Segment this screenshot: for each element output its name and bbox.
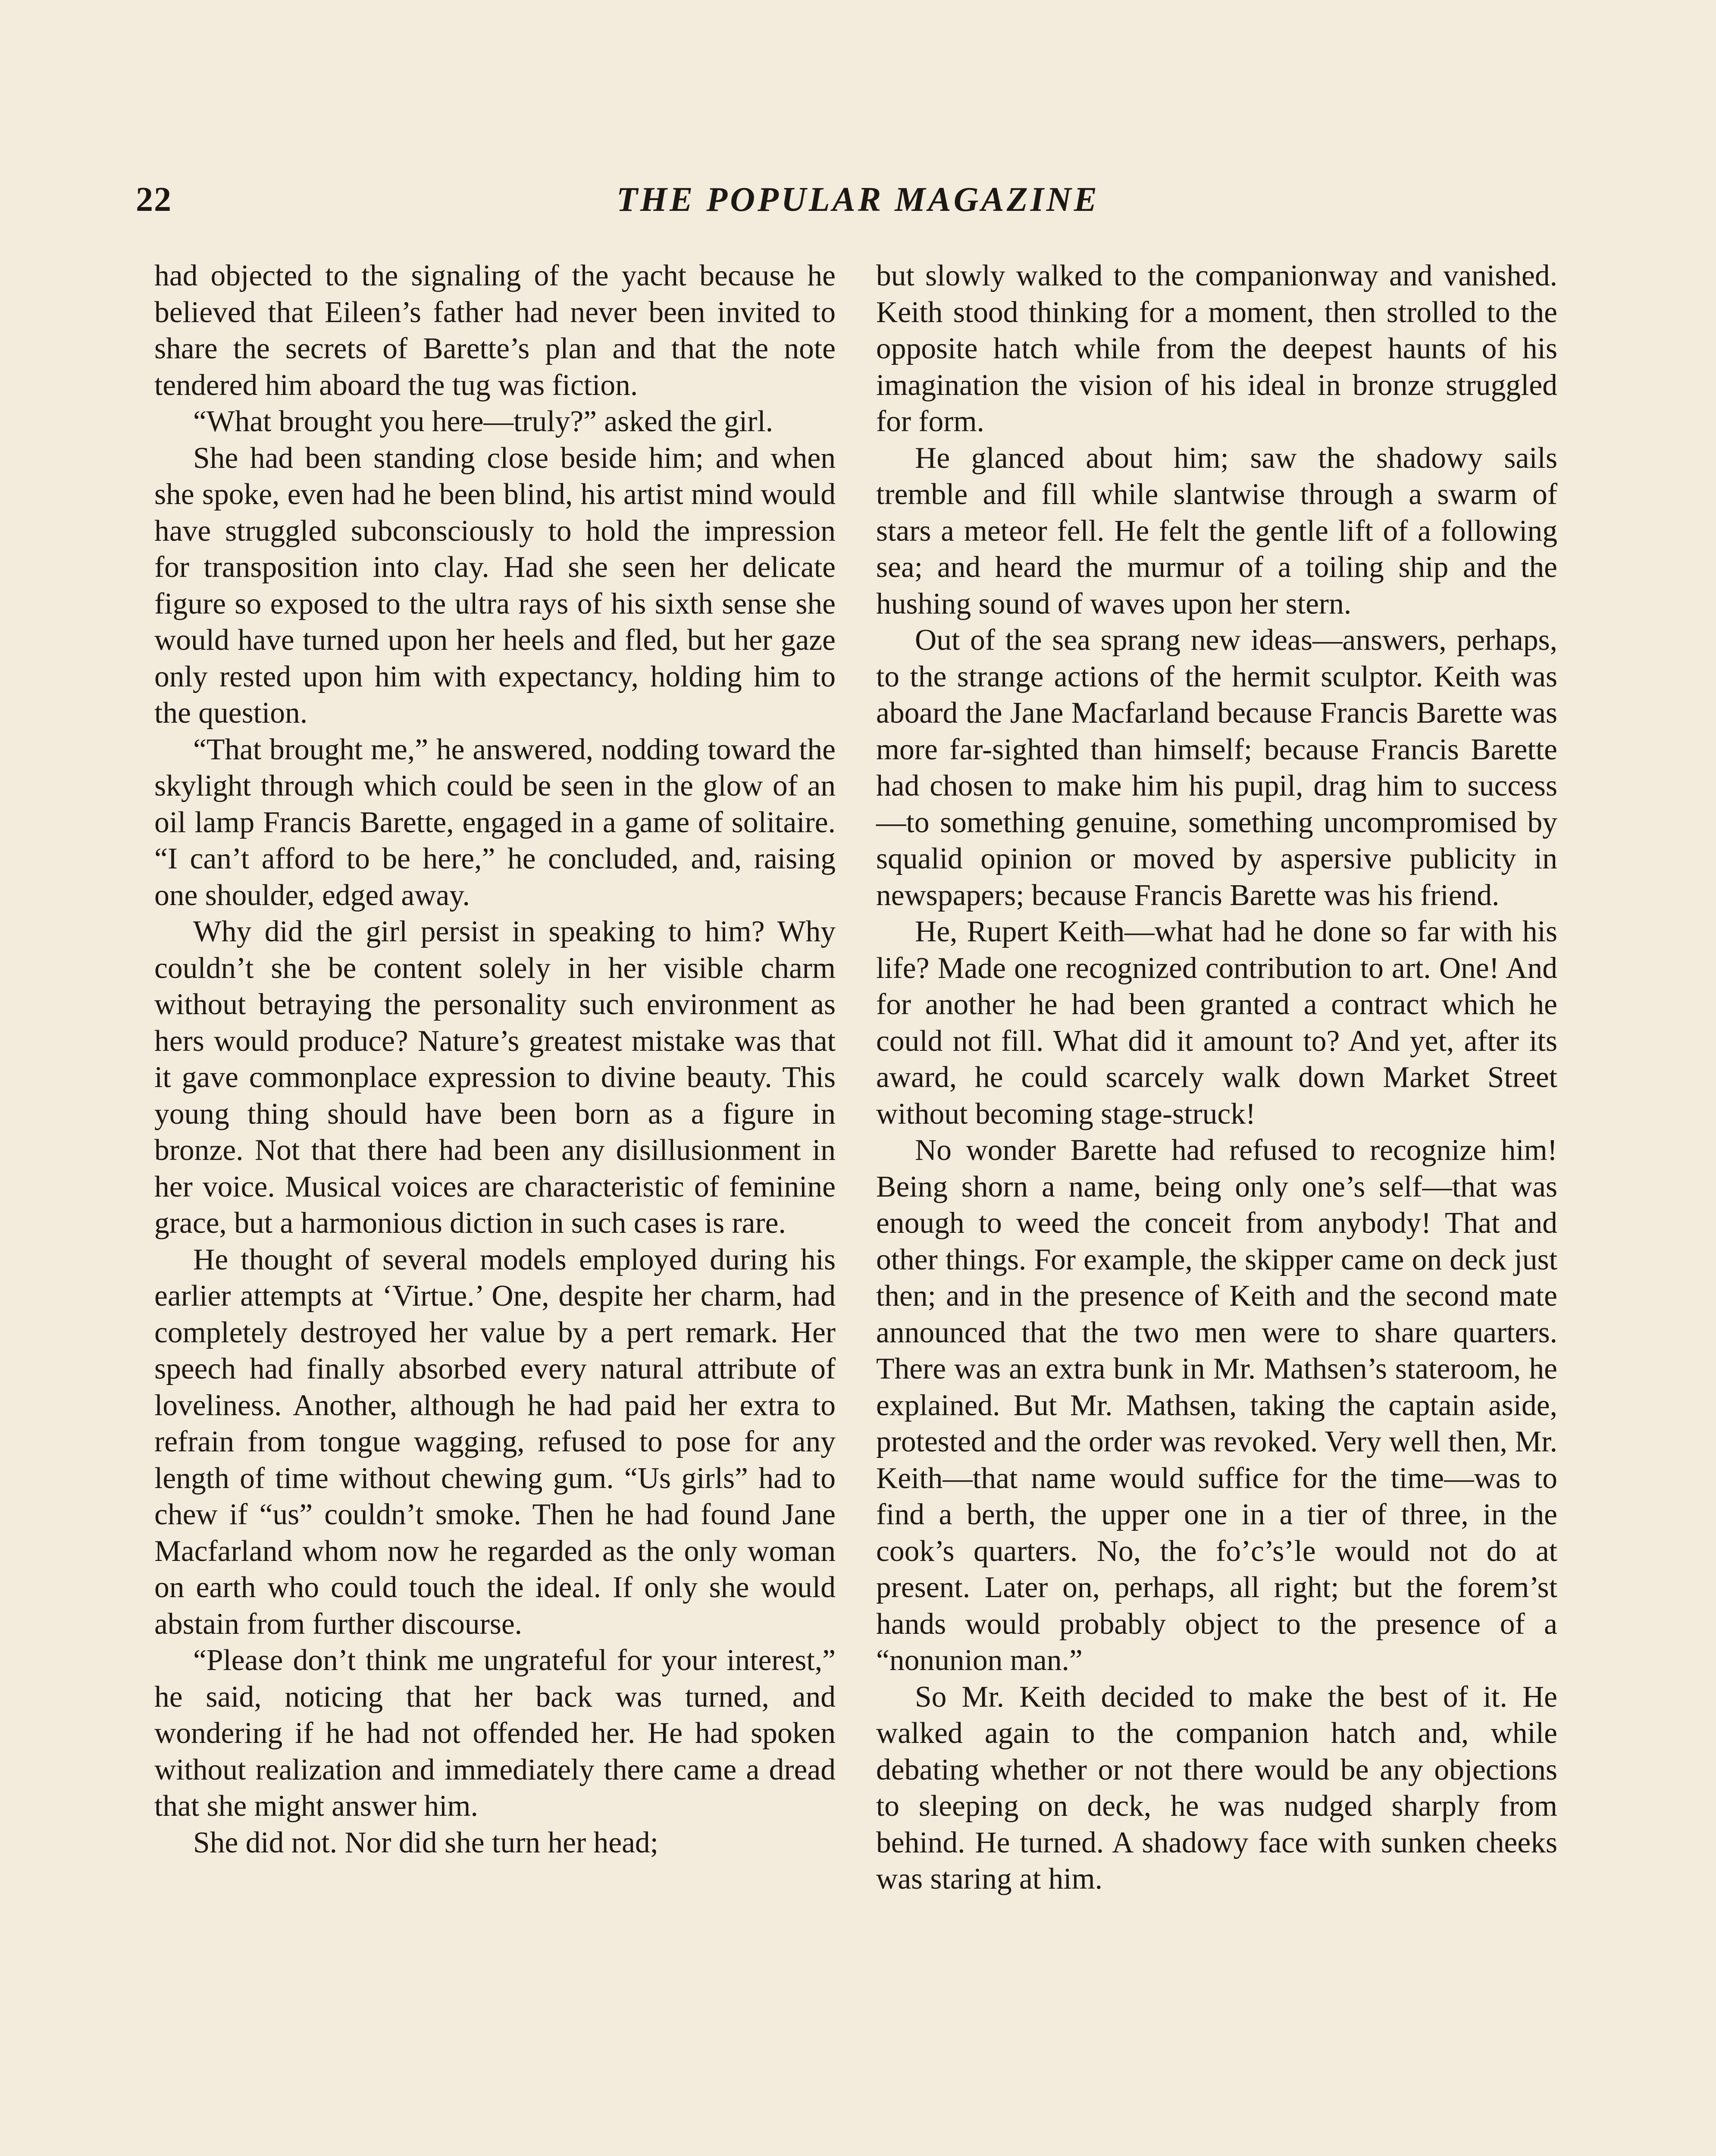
paragraph: He, Rupert Keith—what had he done so far with his life? Made one recognized contribution to art. One! And for another he had been granted a contract which he could not fill. What did it amount to? And yet, after its award, he could scarcely walk down Market Street without becoming stage-struck! [876,915,1557,1131]
paragraph: He thought of several models employed during his earlier attempts at ‘Virtue.’ One, despite her charm, had completely destroyed her value by a pert remark. Her speech had finally absorbed every natural attribute of loveliness. Another, although he had paid her extra to refrain from tongue wagging, refused to pose for any length of time without chewing gum. “Us girls” had to chew if “us” couldn’t smoke. Then he had found Jane Macfarland whom now he regarded as the only woman on earth who could touch the ideal. If only she would abstain from further discourse. [154,1243,836,1641]
paragraph: She had been standing close beside him; and when she spoke, even had he been blind, his artist mind would have struggled subconsciously to hold the impression for transposition into clay. Had she seen her delicate figure so exposed to the ultra rays of his sixth sense she would have turned upon her heels and fled, but her gaze only rested upon him with expectancy, holding him to the question. [154,441,836,730]
paragraph: Out of the sea sprang new ideas—answers, perhaps, to the strange actions of the hermit sculptor. Keith was aboard the Jane Macfarland because Francis Barette was more far-sighted than himself; because Francis Barette had chosen to make him his pupil, drag him to success—to something genuine, something uncompromised by squalid opinion or moved by aspersive publicity in newspapers; because Francis Barette was his friend. [876,624,1557,912]
paragraph: had objected to the signaling of the yacht because he believed that Eileen’s father had never been invited to share the secrets of Barette’s plan and that the note tendered him aboard the tug was fiction. [154,259,836,402]
paragraph: He glanced about him; saw the shadowy sails tremble and fill while slantwise through a swarm of stars a meteor fell. He felt the gentle lift of a following sea; and heard the murmur of a toiling ship and the hushing sound of waves upon her stern. [876,441,1557,620]
paragraph: “What brought you here—truly?” asked the girl. [193,405,773,438]
paragraph: Why did the girl persist in speaking to him? Why couldn’t she be content solely in her visible charm without betraying the personality such environment as hers would produce? Nature’s greatest mistake was that it gave commonplace expression to divine beauty. This young thing should have been born as a figure in bronze. Not that there had been any disillusionment in her voice. Musical voices are characteristic of feminine grace, but a harmonious diction in such cases is rare. [154,915,836,1240]
right-column [876,258,1557,1898]
page-number: 22 [136,181,172,219]
paragraph: So Mr. Keith decided to make the best of it. He walked again to the companion hatch and, while debating whether or not there would be any objections to sleeping on deck, he was nudged sharply from behind. He turned. A shadowy face with sunken cheeks was staring at him. [876,1680,1557,1896]
paragraph: but slowly walked to the companionway and vanished. Keith stood thinking for a moment, then strolled to the opposite hatch while from the deepest haunts of his imagination the vision of his ideal in bronze struggled for form. [876,259,1557,438]
paragraph: “That brought me,” he answered, nodding toward the skylight through which could be seen in the glow of an oil lamp Francis Barette, engaged in a game of solitaire. “I can’t afford to be here,” he concluded, and, raising one shoulder, edged away. [154,733,836,912]
paragraph: “Please don’t think me ungrateful for your interest,” he said, noticing that her back was turned, and wondering if he had not offended her. He had spoken without realization and immediately there came a dread that she might answer him. [154,1644,836,1823]
left-column [154,258,836,1861]
running-title: THE POPULAR MAGAZINE [616,181,1100,219]
paragraph: No wonder Barette had refused to recognize him! Being shorn a name, being only one’s self—that was enough to weed the conceit from anybody! That and other things. For example, the skipper came on deck just then; and in the presence of Keith and the second mate announced that the two men were to share quarters. There was an extra bunk in Mr. Mathsen’s stateroom, he explained. But Mr. Mathsen, taking the captain aside, protested and the order was revoked. Very well then, Mr. Keith—that name would suffice for the time—was to find a berth, the upper one in a tier of three, in the cook’s quarters. No, the fo’c’s’le would not do at present. Later on, perhaps, all right; but the forem’st hands would probably object to the presence of a “nonunion man.” [876,1134,1557,1677]
paragraph: She did not. Nor did she turn her head; [193,1826,658,1859]
